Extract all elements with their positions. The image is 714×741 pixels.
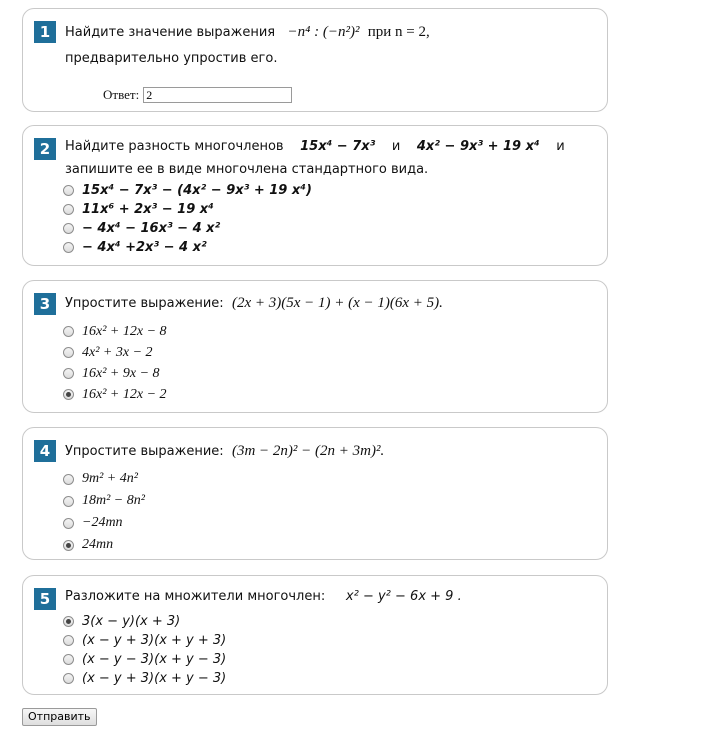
option[interactable] [63, 342, 167, 363]
option[interactable] [63, 534, 145, 556]
question-number-badge: 5 [34, 588, 56, 610]
question-card-4 [22, 427, 608, 560]
option-label: 16x² + 12x − 8 [82, 323, 167, 339]
radio-button[interactable] [63, 654, 74, 665]
option[interactable] [63, 219, 312, 238]
option-label: (x − y + 3)(x + y − 3) [82, 671, 227, 686]
question-number-badge: 3 [34, 293, 56, 315]
question-expression: (3m − 2n)² − (2n + 3m)². [231, 443, 385, 459]
question-number-badge: 4 [34, 440, 56, 462]
options-list [63, 468, 145, 556]
option[interactable] [63, 490, 145, 512]
option[interactable] [63, 631, 226, 650]
question-text [65, 136, 565, 158]
question-expression: (2x + 3)(5x − 1) + (x − 1)(6x + 5). [231, 295, 443, 311]
option[interactable] [63, 650, 226, 669]
answer-input[interactable] [143, 87, 292, 103]
option[interactable] [63, 669, 226, 688]
option-label: (x − y − 3)(x + y − 3) [82, 652, 227, 667]
question-text-label: Упростите выражение: [65, 444, 224, 459]
question-text-line1: Найдите разность многочленов [65, 139, 284, 154]
answer-label: Ответ: [103, 87, 140, 102]
radio-button-selected[interactable] [63, 616, 74, 627]
option[interactable] [63, 612, 226, 631]
option-label: − 4x⁴ − 16x³ − 4 x² [82, 221, 221, 236]
option[interactable] [63, 512, 145, 534]
radio-button[interactable] [63, 204, 74, 215]
option-label: 18m² − 8n² [82, 493, 145, 508]
option-label: −24mn [82, 515, 123, 530]
radio-button[interactable] [63, 347, 74, 358]
option[interactable] [63, 181, 312, 200]
question-text-tail: и [556, 139, 565, 154]
question-text-label: Разложите на множители многочлен: [65, 589, 326, 604]
option-label: 9m² + 4n² [82, 471, 138, 486]
question-expression: −n⁴ : (−n²)² [287, 24, 360, 40]
question-text-label: Упростите выражение: [65, 296, 224, 311]
radio-button[interactable] [63, 242, 74, 253]
question-text-line2: предварительно упростив его. [65, 51, 278, 66]
options-list [63, 321, 167, 405]
radio-button[interactable] [63, 185, 74, 196]
question-text [65, 586, 462, 608]
question-text-line2: запишите ее в виде многочлена стандартного вида. [65, 162, 429, 177]
radio-button[interactable] [63, 223, 74, 234]
question-expression-tail: при n = 2, [367, 24, 430, 40]
options-list [63, 612, 226, 688]
option[interactable] [63, 363, 167, 384]
option-label: 3(x − y)(x + 3) [82, 614, 181, 629]
answer-row [103, 87, 292, 103]
radio-button[interactable] [63, 326, 74, 337]
option-label: (x − y + 3)(x + y + 3) [82, 633, 227, 648]
question-card-1 [22, 8, 608, 112]
question-number-badge: 2 [34, 138, 56, 160]
radio-button-selected[interactable] [63, 540, 74, 551]
radio-button-selected[interactable] [63, 389, 74, 400]
option[interactable] [63, 200, 312, 219]
question-number-badge: 1 [34, 21, 56, 43]
option-label: 15x⁴ − 7x³ − (4x² − 9x³ + 19 x⁴) [82, 183, 312, 198]
option[interactable] [63, 321, 167, 342]
option-label: 11x⁶ + 2x³ − 19 x⁴ [82, 202, 214, 217]
radio-button[interactable] [63, 368, 74, 379]
question-card-5 [22, 575, 608, 695]
question-text [65, 440, 384, 463]
radio-button[interactable] [63, 518, 74, 529]
options-list [63, 181, 312, 257]
option[interactable] [63, 384, 167, 405]
option-label: 4x² + 3x − 2 [82, 344, 153, 360]
submit-button[interactable]: Отправить [22, 708, 97, 726]
question-expression: x² − y² − 6x + 9 . [345, 589, 462, 604]
option-label: − 4x⁴ +2x³ − 4 x² [82, 240, 207, 255]
question-connector: и [391, 139, 401, 154]
option[interactable] [63, 238, 312, 257]
radio-button[interactable] [63, 673, 74, 684]
option[interactable] [63, 468, 145, 490]
option-label: 16x² + 9x − 8 [82, 365, 160, 381]
polynomial-a: 15x⁴ − 7x³ [300, 139, 376, 154]
radio-button[interactable] [63, 474, 74, 485]
polynomial-b: 4x² − 9x³ + 19 x⁴ [416, 139, 540, 154]
radio-button[interactable] [63, 635, 74, 646]
question-text [65, 292, 443, 315]
question-text-line1: Найдите значение выражения [65, 25, 276, 40]
radio-button[interactable] [63, 496, 74, 507]
question-card-2 [22, 125, 608, 266]
question-card-3 [22, 280, 608, 413]
option-label: 16x² + 12x − 2 [82, 386, 167, 402]
option-label: 24mn [82, 537, 114, 552]
question-text [65, 21, 430, 44]
